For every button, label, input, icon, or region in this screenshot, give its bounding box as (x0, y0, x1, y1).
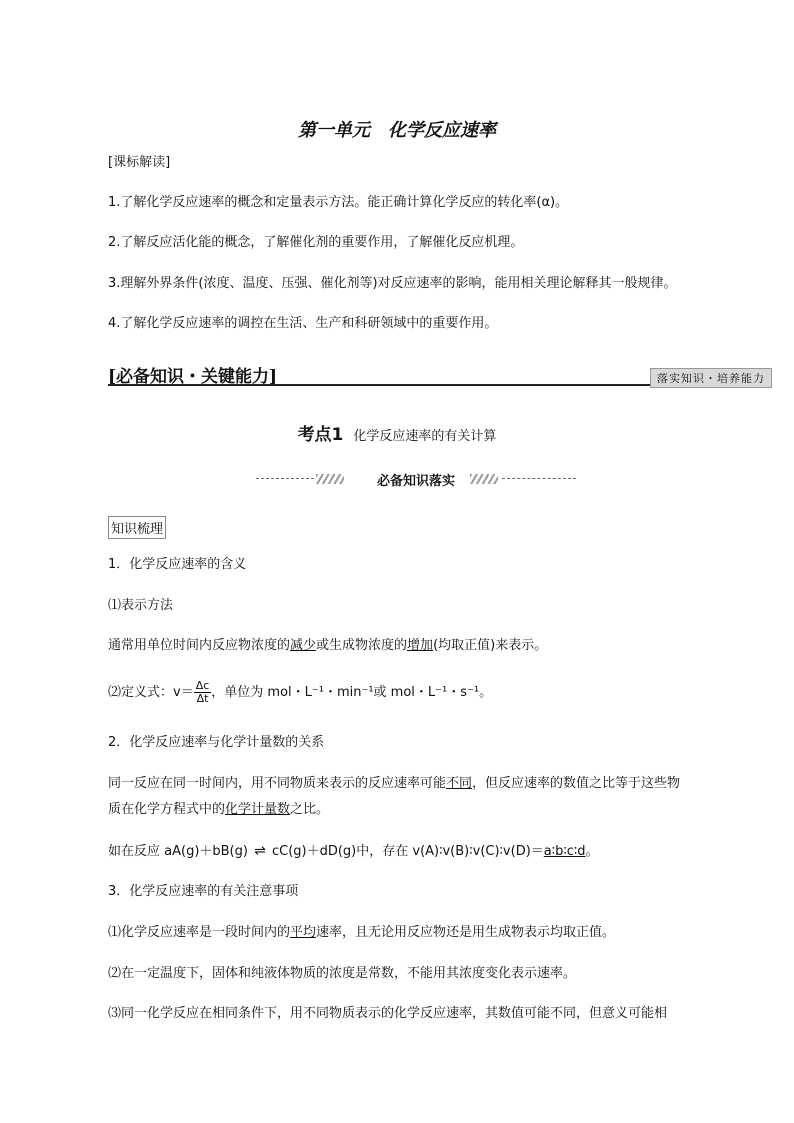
standard-item-4: 4.了解化学反应速率的调控在生活、生产和科研领域中的重要作用。 (108, 316, 498, 331)
kaodian-label: 考点1 (297, 425, 344, 445)
p1-sub1-text: 通常用单位时间内反应物浓度的减少或生成物浓度的增加(均取正值)来表示。 (108, 638, 548, 653)
p3-item2: ⑵在一定温度下，固体和纯液体物质的浓度是常数，不能用其浓度变化表示速率。 (108, 966, 577, 981)
standard-item-2: 2.了解反应活化能的概念，了解催化剂的重要作用，了解催化反应机理。 (108, 235, 524, 250)
p3-heading: 3．化学反应速率的有关注意事项 (108, 884, 299, 899)
p1-sub1: ⑴表示方法 (108, 598, 174, 613)
answer-coefficient: 化学计量数 (225, 802, 291, 817)
answer-decrease: 减少 (290, 638, 317, 653)
standard-item-1: 1.了解化学反应速率的概念和定量表示方法。能正确计算化学反应的转化率(α)。 (108, 195, 569, 210)
kaodian-name: 化学反应速率的有关计算 (353, 429, 497, 444)
answer-increase: 增加 (407, 638, 434, 653)
section-heading: [必备知识・关键能力] (108, 367, 278, 387)
p2-line3: 如在反应 aA(g)＋bB(g) ⇌ cC(g)＋dD(g)中，存在 v(A)∶v(B)∶v(C)∶v(D)＝a∶b∶c∶d。 (108, 843, 599, 859)
p1-heading: 1．化学反应速率的含义 (108, 557, 247, 572)
knowledge-banner (256, 470, 576, 488)
answer-average: 平均 (290, 925, 317, 940)
banner-text: 必备知识落实 (376, 474, 455, 489)
p2-heading: 2．化学反应速率与化学计量数的关系 (108, 735, 325, 750)
kaodian-heading (0, 420, 794, 445)
equilibrium-arrow-icon: ⇌ (254, 843, 266, 859)
standards-heading: [课标解读] (108, 155, 171, 170)
knowledge-box: 知识梳理 (108, 516, 166, 539)
p3-item3: ⑶同一化学反应在相同条件下，用不同物质表示的化学反应速率，其数值可能不同，但意义可能相 (108, 1006, 668, 1021)
p2-line2: 质在化学方程式中的化学计量数之比。 (108, 802, 330, 817)
rate-fraction: $\frac{\Delta c}{\Delta t}$ (195, 679, 210, 705)
p1-definition: ⑵定义式：v＝ $\frac{\Delta c}{\Delta t}$ ，单位为 mol・L⁻¹・min⁻¹或 mol・L⁻¹・s⁻¹。 (108, 679, 493, 705)
page-title: 第一单元 化学反应速率 (298, 120, 496, 141)
answer-ratio: a∶b∶c∶d (543, 844, 586, 859)
p2-line1: 同一反应在同一时间内，用不同物质来表示的反应速率可能不同，但反应速率的数值之比等于这些物 (108, 776, 681, 791)
p3-item1: ⑴化学反应速率是一段时间内的平均速率，且无论用反应物还是用生成物表示均取正值。 (108, 925, 616, 940)
standard-item-3: 3.理解外界条件(浓度、温度、压强、催化剂等)对反应速率的影响，能用相关理论解释其一般规律。 (108, 276, 677, 291)
answer-different: 不同 (446, 776, 473, 791)
section-badge: 落实知识・培养能力 (650, 368, 772, 388)
